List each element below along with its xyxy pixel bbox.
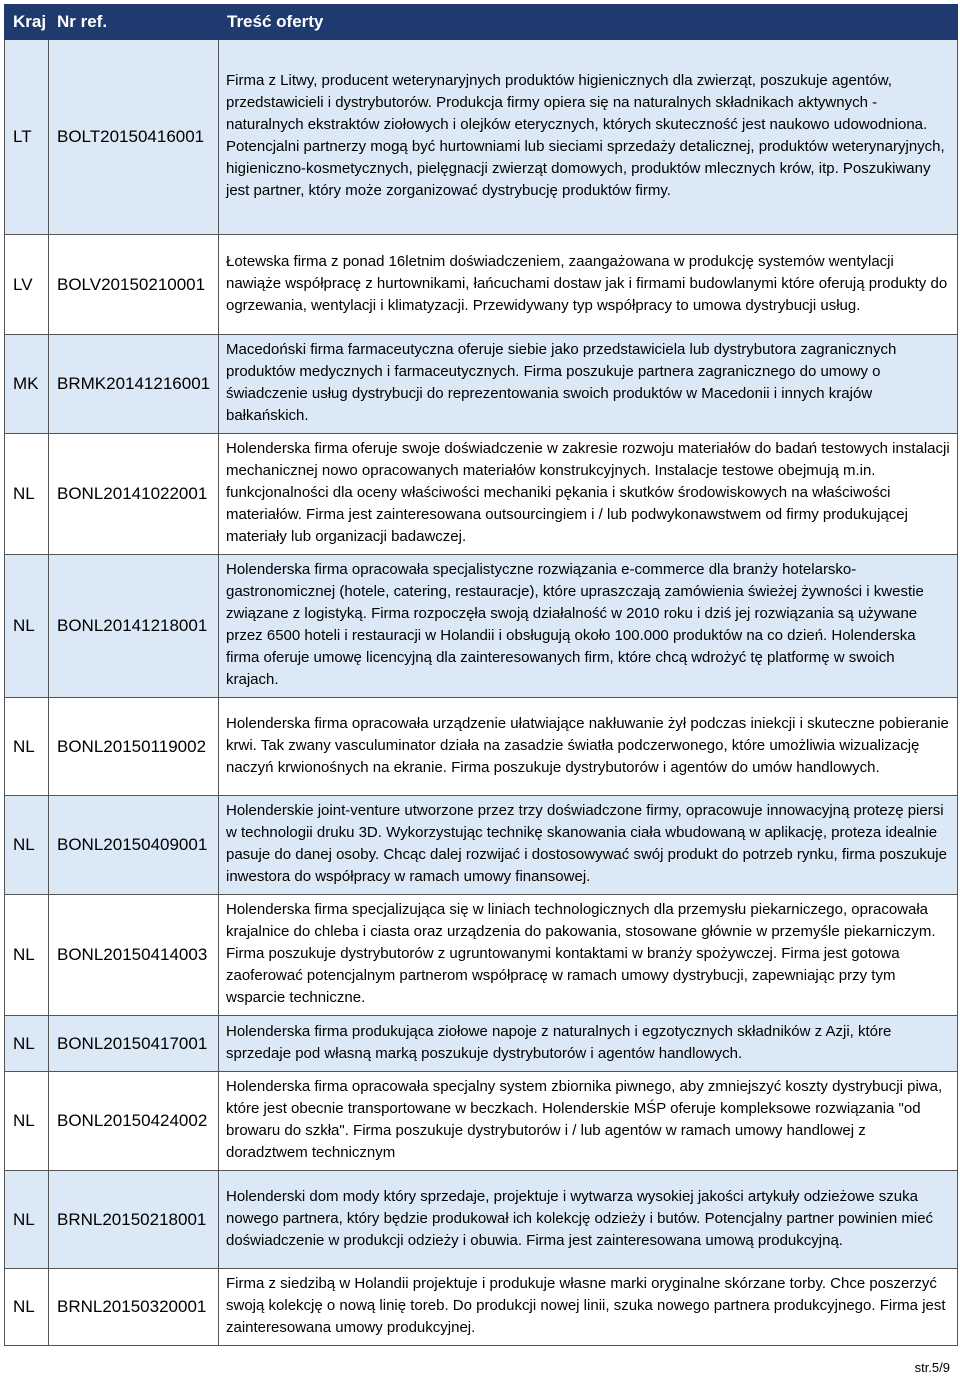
row-offer-text: Holenderska firma opracowała specjalistyczne rozwiązania e-commerce dla branży hotelarsko-gastronomicznej (hotele, catering, restauracje), które upraszczają zamówienia świeżej żywności i kwestie związane z logistyką. Firma rozpoczęła swoją działalność w 2010 roku i dziś jej rozwiązania są używane przez 6500 hoteli i restauracji w Holandii i obsługują około 100.000 produktów na co dzień. Holenderska firma oferuje umowę licencyjną dla zainteresowanych firm, które chcą wdrożyć tę platformę w swoich krajach. <box>219 555 958 698</box>
row-offer-text: Macedoński firma farmaceutyczna oferuje siebie jako przedstawiciela lub dystrybutora zagranicznych produktów medycznych i farmaceutycznych. Firma poszukuje partnera zagranicznego do umowy o świadczenie usług dystrybucji do reprezentowania swoich produktów w Macedonii i innych krajów bałkańskich. <box>219 335 958 434</box>
row-offer-text: Holenderska firma opracowała urządzenie ułatwiające nakłuwanie żył podczas iniekcji i skuteczne pobieranie krwi. Tak zwany vasculuminator działa na zasadzie światła podczerwonego, które umożliwia wizualizację naczyń krwionośnych na ekranie. Firma poszukuje dystrybutorów i agentów do umów handlowych. <box>219 698 958 796</box>
row-ref: BONL20141218001 <box>49 555 219 698</box>
row-offer-text: Holenderskie joint-venture utworzone przez trzy doświadczone firmy, opracowuje innowacyjną protezę piersi w technologii druku 3D. Wykorzystując technikę skanowania ciała wbudowaną w aplikację, proteza idealnie pasuje do danej osoby. Chcąc dalej rozwijać i dostosowywać swój produkt do potrzeb rynku, firma poszukuje inwestora do współpracy w ramach umowy finansowej. <box>219 796 958 895</box>
row-country: NL <box>5 1016 49 1072</box>
table-row <box>5 335 958 434</box>
table-row <box>5 555 958 698</box>
row-country: NL <box>5 895 49 1016</box>
row-country: MK <box>5 335 49 434</box>
row-offer-text: Holenderski dom mody który sprzedaje, projektuje i wytwarza wysokiej jakości artykuły odzieżowe szuka nowego partnera, który będzie produkował ich kolekcję odzieży i butów. Potencjalny partner powinien mieć doświadczenie w produkcji odzieży i obuwia. Firma jest zainteresowana umową produkcyjną. <box>219 1171 958 1269</box>
table-row <box>5 235 958 335</box>
table-header-row <box>5 5 958 40</box>
row-ref: BONL20150417001 <box>49 1016 219 1072</box>
row-ref: BONL20150409001 <box>49 796 219 895</box>
row-offer-text: Łotewska firma z ponad 16letnim doświadczeniem, zaangażowana w produkcję systemów wentylacji nawiąże współpracę z hurtownikami, łańcuchami dostaw jak i firmami budowlanymi które oferują produkty do ogrzewania, wentylacji i klimatyzacji. Przewidywany typ współpracy to umowa dystrybucji usług. <box>219 235 958 335</box>
row-country: NL <box>5 434 49 555</box>
row-country: NL <box>5 1269 49 1346</box>
row-country: NL <box>5 555 49 698</box>
row-offer-text: Holenderska firma opracowała specjalny system zbiornika piwnego, aby zmniejszyć koszty dystrybucji piwa, które jest obecnie transportowane w beczkach. Holenderskie MŚP oferuje kompleksowe rozwiązania "od browaru do szkła". Firma poszukuje dystrybutorów i / lub agentów w ramach umowy handlowej z doradztwem technicznym <box>219 1072 958 1171</box>
row-offer-text: Holenderska firma oferuje swoje doświadczenie w zakresie rozwoju materiałów do badań testowych instalacji mechanicznej nowo opracowanych materiałów konstrukcyjnych. Instalacje testowe obejmują m.in. funkcjonalności dla oceny właściwości mechaniki pękania i skutków środowiskowych na właściwości materiałów. Firma jest zainteresowana outsourcingiem i / lub podwykonawstwem od firmy produkującej materiały lub organizacji badawczej. <box>219 434 958 555</box>
page-number: str.5/9 <box>914 1360 950 1375</box>
row-country: LT <box>5 40 49 235</box>
row-country: NL <box>5 1171 49 1269</box>
row-ref: BOLV20150210001 <box>49 235 219 335</box>
table-row <box>5 1269 958 1346</box>
table-row <box>5 698 958 796</box>
row-offer-text: Firma z siedzibą w Holandii projektuje i produkuje własne marki oryginalne skórzane torby. Chce poszerzyć swoją kolekcję o nową linię toreb. Do produkcji nowej linii, szuka nowego partnera produkcyjnego. Firma jest zainteresowana umowy produkcyjnej. <box>219 1269 958 1346</box>
table-row <box>5 1016 958 1072</box>
row-ref: BRNL20150320001 <box>49 1269 219 1346</box>
row-offer-text: Firma z Litwy, producent weterynaryjnych produktów higienicznych dla zwierząt, poszukuje agentów, przedstawicieli i dystrybutorów. Produkcja firmy opiera się na naturalnych składnikach aktywnych - naturalnych ekstraktów ziołowych i olejków eterycznych, których skuteczność jest naukowo udowodniona. Potencjalni partnerzy mogą być hurtowniami lub sieciami sprzedaży detalicznej, produktów weterynaryjnych, higieniczno-kosmetycznych, pielęgnacji zwierząt domowych, produktów mlecznych krów, itp. Poszukiwany jest partner, który może zorganizować dystrybucję produktów firmy. <box>219 40 958 235</box>
row-ref: BONL20150414003 <box>49 895 219 1016</box>
table-row <box>5 895 958 1016</box>
row-country: NL <box>5 698 49 796</box>
row-country: NL <box>5 796 49 895</box>
offers-table <box>4 4 958 1346</box>
row-country: NL <box>5 1072 49 1171</box>
row-ref: BOLT20150416001 <box>49 40 219 235</box>
row-ref: BRNL20150218001 <box>49 1171 219 1269</box>
header-content: Treść oferty <box>219 5 958 40</box>
row-offer-text: Holenderska firma specjalizująca się w liniach technologicznych dla przemysłu piekarniczego, opracowała krajalnice do chleba i ciasta oraz urządzenia do pakowania, stosowane głównie w przemyśle piekarniczym. Firma poszukuje dystrybutorów z ugruntowanymi kontaktami w branży spożywczej. Firma jest gotowa zaoferować potencjalnym partnerom współpracę w ramach umowy dystrybucji, zapewniając przy tym wsparcie techniczne. <box>219 895 958 1016</box>
row-ref: BRMK20141216001 <box>49 335 219 434</box>
row-ref: BONL20150119002 <box>49 698 219 796</box>
table-row <box>5 434 958 555</box>
table-row <box>5 1171 958 1269</box>
row-country: LV <box>5 235 49 335</box>
row-ref: BONL20141022001 <box>49 434 219 555</box>
table-row <box>5 40 958 235</box>
table-row <box>5 796 958 895</box>
table-row <box>5 1072 958 1171</box>
row-offer-text: Holenderska firma produkująca ziołowe napoje z naturalnych i egzotycznych składników z Azji, które sprzedaje pod własną marką poszukuje dystrybutorów i agentów handlowych. <box>219 1016 958 1072</box>
row-ref: BONL20150424002 <box>49 1072 219 1171</box>
header-ref: Nr ref. <box>49 5 219 40</box>
header-country: Kraj <box>5 5 49 40</box>
